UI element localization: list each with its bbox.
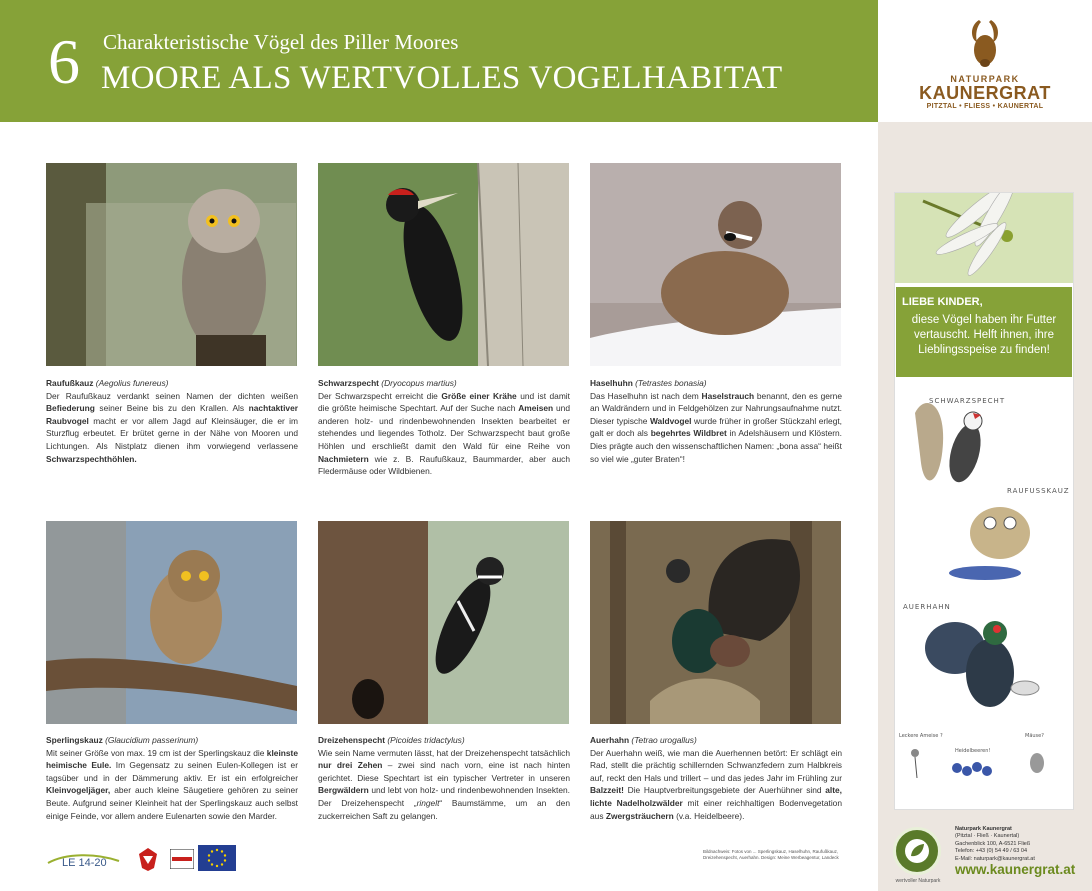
kids-text: diese Vögel haben ihr Futter vertauscht. Helft ihnen, ihre Lieblingsspeise zu finden! [911, 314, 1057, 357]
bird-description: Der Schwarzspecht erreicht die Größe einer Krähe und ist damit die größte heimische Spechtart. Auf der Suche nach Ameisen und anderen holz- und rindenbewohnenden Insekten bearbeitet er stehendes und liegendes Totholz. Der Schwarzspecht baut große Höhlen und erschließt damit den Wald für eine Reihe von Nachmietern wie z. B. Raufußkauz, Baummarder, aber auch Fledermäuse oder Wildbienen. [318, 390, 570, 477]
caption-dreizehenspecht [318, 734, 570, 822]
photo-raufusskauz [46, 163, 297, 366]
tirol-eagle-icon [137, 846, 159, 872]
bird-description: Der Raufußkauz verdankt seinen Namen der dichten weißen Befiederung seiner Beine bis zu den Krallen. Als nachtaktiver Raubvogel macht er vor allem Jagd auf Kleinsäuger, die er im Sturzflug erbeutet. Er brütet gerne in der Nähe von Mooren und Lichtungen. Als Nistplatz dienen ihm vorwiegend verlassene Schwarzspechthöhlen. [46, 390, 298, 464]
bird-name: Haselhuhn [590, 378, 633, 388]
contact-line-0: Naturpark Kaunergrat [955, 826, 1012, 832]
bund-logo-icon [170, 849, 194, 869]
bird-description: Das Haselhuhn ist nach dem Haselstrauch benannt, den es gerne an Waldrändern und in Feldgehölzen zur Nahrungsaufnahme nutzt. Dieser typische Waldvogel wurde früher in großer Stückzahl erlegt, galt er doch als begehrtes Wildbret in Adelshäusern und Klöstern. Dies prägte auch den wissenschaftlichen Namen: „bona assa“ heißt so viel wie „guter Braten“! [590, 390, 843, 464]
bird-latin-name: (Dryocopus martius) [378, 378, 457, 388]
bird-latin-name: (Glaucidium passerinum) [102, 735, 199, 745]
photo-credits: Bildnachweis: Fotos von ... Sperlingskauz, Haselhuhn, Raufußkauz, Dreizehenspecht, Auerhahn. Design: Meine Werbeagentur, Landeck [703, 849, 839, 861]
header-banner [0, 0, 878, 122]
kids-small-0: Leckere Ameise ? [899, 733, 943, 739]
bird-name: Sperlingskauz [46, 735, 103, 745]
contact-line-2: Gachenblick 100, A-6521 Fließ [955, 840, 1031, 847]
badge-leaf-icon [896, 830, 938, 872]
kids-label-0: SCHWARZSPECHT [929, 397, 1006, 405]
bird-name: Schwarzspecht [318, 378, 379, 388]
naturpark-badge [893, 827, 941, 875]
bird-latin-name: (Tetrao urogallus) [629, 735, 697, 745]
caption-sperlingskauz [46, 734, 298, 822]
cartoon-birds [895, 383, 1076, 891]
kids-small-2: Mäuse? [1025, 733, 1044, 739]
website-link[interactable]: www.kaunergrat.at [955, 862, 1076, 877]
kids-label-1: RAUFUSSKAUZ [1007, 487, 1070, 495]
photo-auerhahn [590, 521, 841, 724]
badge-text: wertvoller Naturpark [895, 878, 941, 884]
dragonfly-area [895, 193, 1073, 283]
bird-name: Dreizehenspecht [318, 735, 386, 745]
caption-auerhahn [590, 734, 842, 822]
photo-schwarzspecht [318, 163, 569, 366]
photo-dreizehenspecht [318, 521, 569, 724]
caption-raufusskauz [46, 377, 298, 465]
page-title: MOORE ALS WERTVOLLES VOGELHABITAT [101, 60, 783, 96]
kids-illustration-panel [894, 192, 1074, 810]
photo-haselhuhn [590, 163, 841, 366]
dragonfly-icon [895, 193, 1073, 283]
caption-haselhuhn [590, 377, 842, 465]
ibex-icon [965, 16, 1005, 68]
kids-small-1: Heidelbeeren! [955, 748, 991, 754]
le-logo [46, 849, 121, 873]
contact-line-4: E-Mail: naturpark@kaunergrat.at [955, 855, 1035, 862]
caption-schwarzspecht [318, 377, 570, 478]
bird-latin-name: (Picoides tridactylus) [385, 735, 465, 745]
bird-description: Mit seiner Größe von max. 19 cm ist der Sperlingskauz die kleinste heimische Eule. Im Gegensatz zu seinen Eulen-Kollegen ist er tagsüber und in der Dämmerung aktiv. Er ist ein erfolgreicher Kleinvogeljäger, aber auch kleine Säugetiere gehören zu seiner Beute. Aufgrund seiner Kleinheit hat der Sperlingskauz auch selbst einige Feinde, vor allem andere Eulenarten sowie den Marder. [46, 747, 298, 821]
photo-sperlingskauz [46, 521, 297, 724]
bird-name: Auerhahn [590, 735, 630, 745]
le-text: LE 14-20 [62, 857, 107, 869]
contact-line-1: (Pitztal · Fließ · Kaunertal) [955, 833, 1020, 840]
bird-description: Der Auerhahn weiß, wie man die Auerhennen betört: Er schlägt ein Rad, stellt die prächtig schillernden Schwanzfedern zum Halbkreis auf, reckt den Hals und trillert – und das jedes Jahr im Frühling zur Balzzeit! Die Hauptverbreitungsgebiete der Auerhühner sind alte, lichte Nadelholzwälder mit einer reichhaltigen Bodenvegetation aus Zwergsträuchern (v.a. Heidelbeere). [590, 747, 842, 821]
bird-latin-name: (Tetrastes bonasia) [632, 378, 707, 388]
bird-name: Raufußkauz [46, 378, 94, 388]
logo-small: NATURPARK [950, 74, 1020, 84]
page-subtitle: Charakteristische Vögel des Piller Moores [103, 30, 459, 54]
station-number: 6 [48, 26, 80, 97]
logo-places: PITZTAL • FLIESS • KAUNERTAL [926, 103, 1044, 110]
contact-block [955, 826, 1085, 863]
eu-flag-icon [198, 845, 236, 871]
logo-big: KAUNERGRAT [919, 83, 1051, 103]
bird-latin-name: (Aegolius funereus) [93, 378, 169, 388]
contact-line-3: Telefon: +43 (0) 54 49 / 63 04 [955, 848, 1028, 855]
naturpark-logo [878, 0, 1092, 122]
kids-label-2: AUERHAHN [903, 603, 951, 611]
kids-speech-bubble [896, 287, 1072, 377]
kids-title: LIEBE KINDER, [902, 296, 983, 308]
bird-description: Wie sein Name vermuten lässt, hat der Dreizehenspecht tatsächlich nur drei Zehen – zwei sind nach vorn, eine ist nach hinten gerichtet. Diese Spechtart ist ein typischer Vertreter in unseren Bergwäldern und lebt von holz- und rindenbewohnenden Insekten. Der Dreizehenspecht „ringelt“ Baumstämme, um an den zuckerreichen Saft zu gelangen. [318, 747, 570, 821]
